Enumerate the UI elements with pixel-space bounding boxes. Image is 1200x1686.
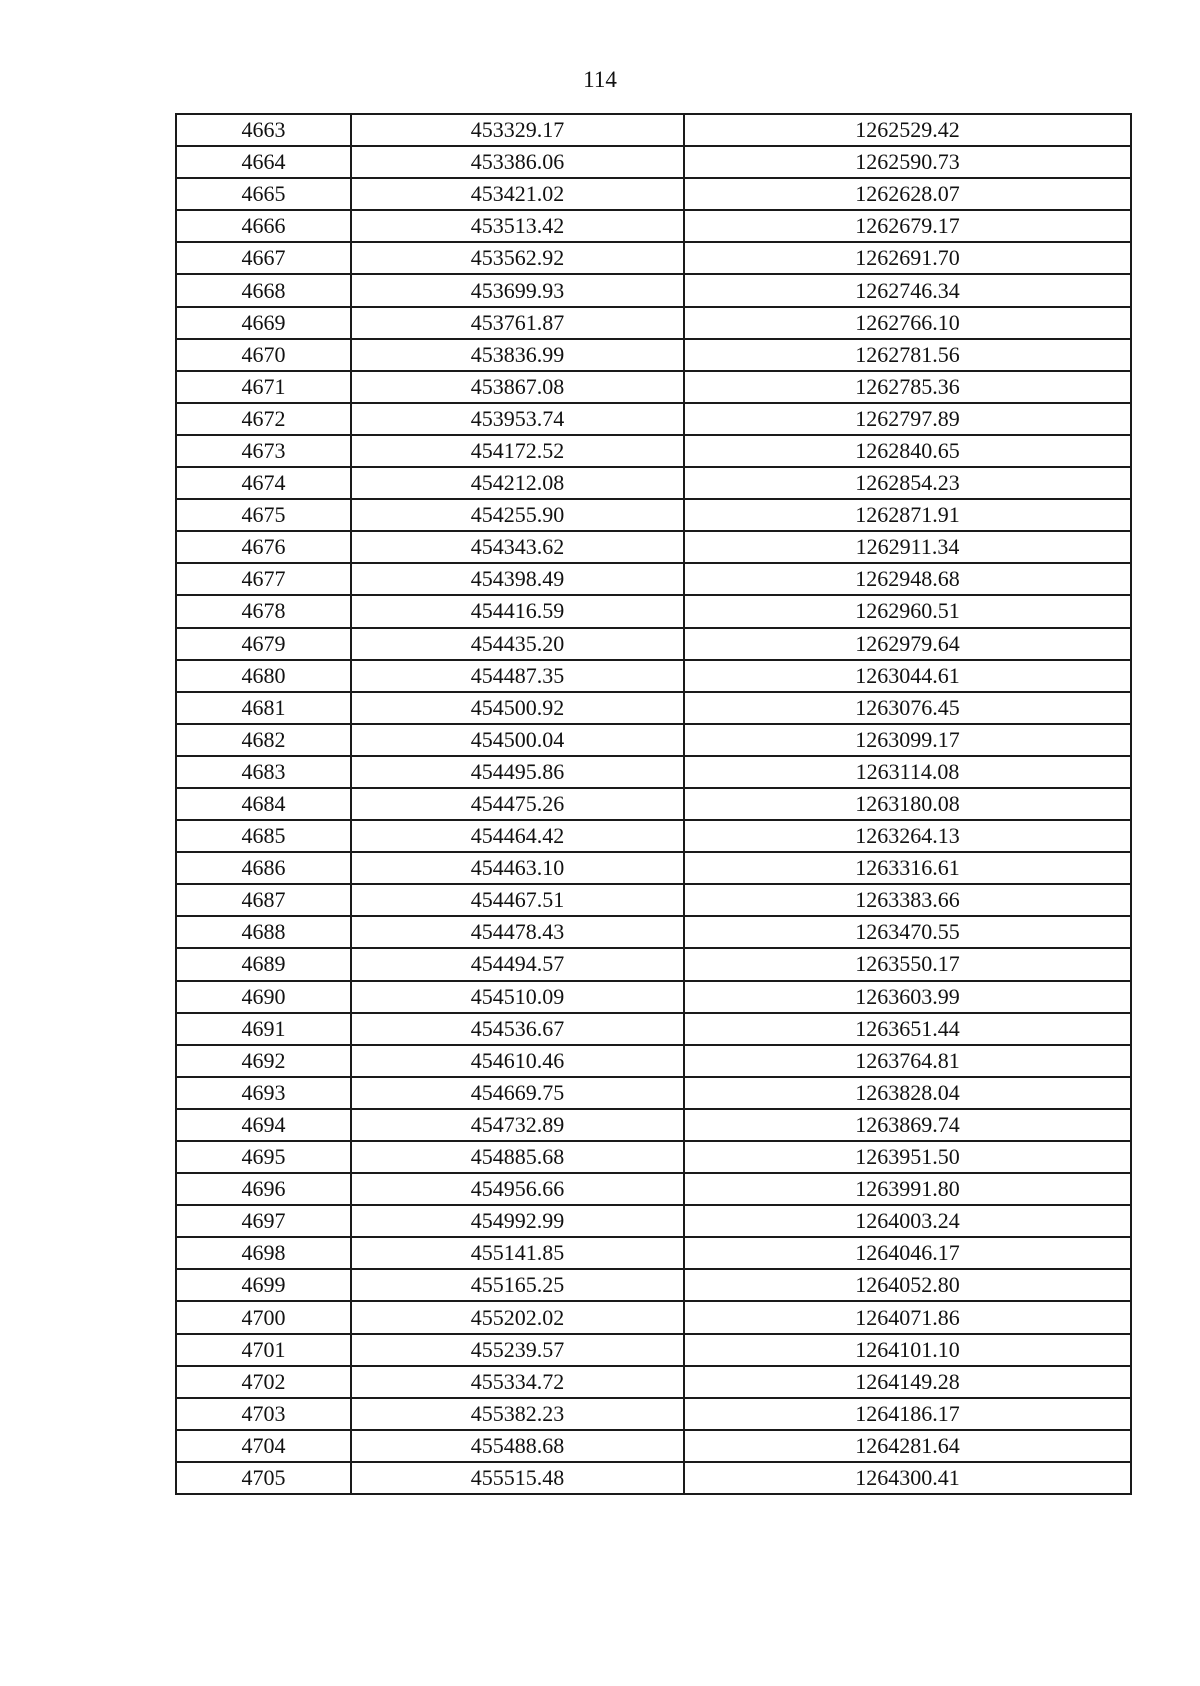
y-coordinate-cell: 1263264.13 <box>684 820 1131 852</box>
x-coordinate-cell: 454669.75 <box>351 1077 684 1109</box>
table-row <box>176 916 1131 948</box>
point-number-cell: 4670 <box>176 339 351 371</box>
x-coordinate-cell: 454467.51 <box>351 884 684 916</box>
point-number-cell: 4687 <box>176 884 351 916</box>
table-row <box>176 114 1131 146</box>
y-coordinate-cell: 1263114.08 <box>684 756 1131 788</box>
table-row <box>176 467 1131 499</box>
point-number-cell: 4664 <box>176 146 351 178</box>
x-coordinate-cell: 453386.06 <box>351 146 684 178</box>
table-row <box>176 1462 1131 1494</box>
x-coordinate-cell: 454536.67 <box>351 1013 684 1045</box>
table-row <box>176 1398 1131 1430</box>
y-coordinate-cell: 1262948.68 <box>684 563 1131 595</box>
x-coordinate-cell: 453562.92 <box>351 242 684 274</box>
table-row <box>176 756 1131 788</box>
y-coordinate-cell: 1264052.80 <box>684 1269 1131 1301</box>
y-coordinate-cell: 1263099.17 <box>684 724 1131 756</box>
x-coordinate-cell: 454487.35 <box>351 660 684 692</box>
table-row <box>176 884 1131 916</box>
table-row <box>176 852 1131 884</box>
table-row <box>176 1334 1131 1366</box>
point-number-cell: 4705 <box>176 1462 351 1494</box>
table-row <box>176 724 1131 756</box>
y-coordinate-cell: 1262840.65 <box>684 435 1131 467</box>
y-coordinate-cell: 1262979.64 <box>684 628 1131 660</box>
x-coordinate-cell: 453699.93 <box>351 274 684 306</box>
point-number-cell: 4682 <box>176 724 351 756</box>
point-number-cell: 4667 <box>176 242 351 274</box>
point-number-cell: 4669 <box>176 307 351 339</box>
point-number-cell: 4697 <box>176 1205 351 1237</box>
point-number-cell: 4694 <box>176 1109 351 1141</box>
x-coordinate-cell: 455239.57 <box>351 1334 684 1366</box>
x-coordinate-cell: 454510.09 <box>351 981 684 1013</box>
table-row <box>176 660 1131 692</box>
y-coordinate-cell: 1263651.44 <box>684 1013 1131 1045</box>
coordinates-table <box>175 113 1132 1495</box>
point-number-cell: 4668 <box>176 274 351 306</box>
y-coordinate-cell: 1263550.17 <box>684 948 1131 980</box>
table-body <box>176 114 1131 1494</box>
point-number-cell: 4663 <box>176 114 351 146</box>
point-number-cell: 4678 <box>176 595 351 627</box>
point-number-cell: 4701 <box>176 1334 351 1366</box>
table-row <box>176 435 1131 467</box>
y-coordinate-cell: 1262781.56 <box>684 339 1131 371</box>
x-coordinate-cell: 454463.10 <box>351 852 684 884</box>
point-number-cell: 4666 <box>176 210 351 242</box>
point-number-cell: 4673 <box>176 435 351 467</box>
point-number-cell: 4693 <box>176 1077 351 1109</box>
table-row <box>176 1141 1131 1173</box>
x-coordinate-cell: 455515.48 <box>351 1462 684 1494</box>
y-coordinate-cell: 1264281.64 <box>684 1430 1131 1462</box>
table-row <box>176 788 1131 820</box>
x-coordinate-cell: 454885.68 <box>351 1141 684 1173</box>
table-row <box>176 1109 1131 1141</box>
x-coordinate-cell: 454398.49 <box>351 563 684 595</box>
y-coordinate-cell: 1262628.07 <box>684 178 1131 210</box>
point-number-cell: 4674 <box>176 467 351 499</box>
y-coordinate-cell: 1263828.04 <box>684 1077 1131 1109</box>
point-number-cell: 4671 <box>176 371 351 403</box>
y-coordinate-cell: 1263044.61 <box>684 660 1131 692</box>
table-row <box>176 1173 1131 1205</box>
x-coordinate-cell: 454610.46 <box>351 1045 684 1077</box>
table-row <box>176 1013 1131 1045</box>
table-row <box>176 403 1131 435</box>
table-row <box>176 1366 1131 1398</box>
table-row <box>176 1077 1131 1109</box>
x-coordinate-cell: 454956.66 <box>351 1173 684 1205</box>
point-number-cell: 4676 <box>176 531 351 563</box>
x-coordinate-cell: 453761.87 <box>351 307 684 339</box>
table-row <box>176 948 1131 980</box>
point-number-cell: 4686 <box>176 852 351 884</box>
point-number-cell: 4691 <box>176 1013 351 1045</box>
x-coordinate-cell: 454500.04 <box>351 724 684 756</box>
table-row <box>176 531 1131 563</box>
point-number-cell: 4698 <box>176 1237 351 1269</box>
point-number-cell: 4683 <box>176 756 351 788</box>
y-coordinate-cell: 1264300.41 <box>684 1462 1131 1494</box>
x-coordinate-cell: 454464.42 <box>351 820 684 852</box>
x-coordinate-cell: 455141.85 <box>351 1237 684 1269</box>
x-coordinate-cell: 454255.90 <box>351 499 684 531</box>
y-coordinate-cell: 1262785.36 <box>684 371 1131 403</box>
y-coordinate-cell: 1263470.55 <box>684 916 1131 948</box>
y-coordinate-cell: 1262691.70 <box>684 242 1131 274</box>
point-number-cell: 4675 <box>176 499 351 531</box>
point-number-cell: 4684 <box>176 788 351 820</box>
table-row <box>176 692 1131 724</box>
point-number-cell: 4681 <box>176 692 351 724</box>
point-number-cell: 4679 <box>176 628 351 660</box>
point-number-cell: 4689 <box>176 948 351 980</box>
point-number-cell: 4685 <box>176 820 351 852</box>
point-number-cell: 4672 <box>176 403 351 435</box>
x-coordinate-cell: 454416.59 <box>351 595 684 627</box>
table-row <box>176 307 1131 339</box>
y-coordinate-cell: 1262529.42 <box>684 114 1131 146</box>
x-coordinate-cell: 454435.20 <box>351 628 684 660</box>
table-row <box>176 595 1131 627</box>
y-coordinate-cell: 1263076.45 <box>684 692 1131 724</box>
x-coordinate-cell: 453867.08 <box>351 371 684 403</box>
x-coordinate-cell: 454478.43 <box>351 916 684 948</box>
table-row <box>176 242 1131 274</box>
x-coordinate-cell: 454343.62 <box>351 531 684 563</box>
x-coordinate-cell: 454475.26 <box>351 788 684 820</box>
point-number-cell: 4702 <box>176 1366 351 1398</box>
y-coordinate-cell: 1264186.17 <box>684 1398 1131 1430</box>
y-coordinate-cell: 1264101.10 <box>684 1334 1131 1366</box>
point-number-cell: 4690 <box>176 981 351 1013</box>
y-coordinate-cell: 1263764.81 <box>684 1045 1131 1077</box>
point-number-cell: 4680 <box>176 660 351 692</box>
point-number-cell: 4703 <box>176 1398 351 1430</box>
y-coordinate-cell: 1262797.89 <box>684 403 1131 435</box>
y-coordinate-cell: 1262871.91 <box>684 499 1131 531</box>
x-coordinate-cell: 453836.99 <box>351 339 684 371</box>
table-row <box>176 563 1131 595</box>
page-number: 114 <box>583 67 617 92</box>
table-row <box>176 981 1131 1013</box>
y-coordinate-cell: 1264003.24 <box>684 1205 1131 1237</box>
table-row <box>176 499 1131 531</box>
y-coordinate-cell: 1262911.34 <box>684 531 1131 563</box>
table-row <box>176 1269 1131 1301</box>
x-coordinate-cell: 453953.74 <box>351 403 684 435</box>
point-number-cell: 4696 <box>176 1173 351 1205</box>
x-coordinate-cell: 455382.23 <box>351 1398 684 1430</box>
table-row <box>176 210 1131 242</box>
table-row <box>176 146 1131 178</box>
table-row <box>176 1045 1131 1077</box>
table-row <box>176 371 1131 403</box>
x-coordinate-cell: 455202.02 <box>351 1301 684 1333</box>
y-coordinate-cell: 1263869.74 <box>684 1109 1131 1141</box>
x-coordinate-cell: 454172.52 <box>351 435 684 467</box>
x-coordinate-cell: 454732.89 <box>351 1109 684 1141</box>
point-number-cell: 4695 <box>176 1141 351 1173</box>
y-coordinate-cell: 1263180.08 <box>684 788 1131 820</box>
y-coordinate-cell: 1262746.34 <box>684 274 1131 306</box>
x-coordinate-cell: 454992.99 <box>351 1205 684 1237</box>
y-coordinate-cell: 1263951.50 <box>684 1141 1131 1173</box>
table-row <box>176 178 1131 210</box>
x-coordinate-cell: 455334.72 <box>351 1366 684 1398</box>
point-number-cell: 4688 <box>176 916 351 948</box>
table-row <box>176 820 1131 852</box>
y-coordinate-cell: 1262679.17 <box>684 210 1131 242</box>
x-coordinate-cell: 454494.57 <box>351 948 684 980</box>
table-row <box>176 274 1131 306</box>
point-number-cell: 4665 <box>176 178 351 210</box>
y-coordinate-cell: 1263316.61 <box>684 852 1131 884</box>
x-coordinate-cell: 454495.86 <box>351 756 684 788</box>
table-row <box>176 339 1131 371</box>
x-coordinate-cell: 453329.17 <box>351 114 684 146</box>
point-number-cell: 4699 <box>176 1269 351 1301</box>
y-coordinate-cell: 1264046.17 <box>684 1237 1131 1269</box>
point-number-cell: 4704 <box>176 1430 351 1462</box>
point-number-cell: 4700 <box>176 1301 351 1333</box>
table-row <box>176 1237 1131 1269</box>
y-coordinate-cell: 1264149.28 <box>684 1366 1131 1398</box>
table-row <box>176 628 1131 660</box>
y-coordinate-cell: 1262766.10 <box>684 307 1131 339</box>
x-coordinate-cell: 455165.25 <box>351 1269 684 1301</box>
y-coordinate-cell: 1262590.73 <box>684 146 1131 178</box>
y-coordinate-cell: 1262854.23 <box>684 467 1131 499</box>
y-coordinate-cell: 1264071.86 <box>684 1301 1131 1333</box>
point-number-cell: 4692 <box>176 1045 351 1077</box>
x-coordinate-cell: 454500.92 <box>351 692 684 724</box>
table-row <box>176 1301 1131 1333</box>
y-coordinate-cell: 1263991.80 <box>684 1173 1131 1205</box>
table-row <box>176 1430 1131 1462</box>
x-coordinate-cell: 453421.02 <box>351 178 684 210</box>
table-row <box>176 1205 1131 1237</box>
y-coordinate-cell: 1262960.51 <box>684 595 1131 627</box>
y-coordinate-cell: 1263603.99 <box>684 981 1131 1013</box>
x-coordinate-cell: 453513.42 <box>351 210 684 242</box>
x-coordinate-cell: 455488.68 <box>351 1430 684 1462</box>
y-coordinate-cell: 1263383.66 <box>684 884 1131 916</box>
x-coordinate-cell: 454212.08 <box>351 467 684 499</box>
point-number-cell: 4677 <box>176 563 351 595</box>
